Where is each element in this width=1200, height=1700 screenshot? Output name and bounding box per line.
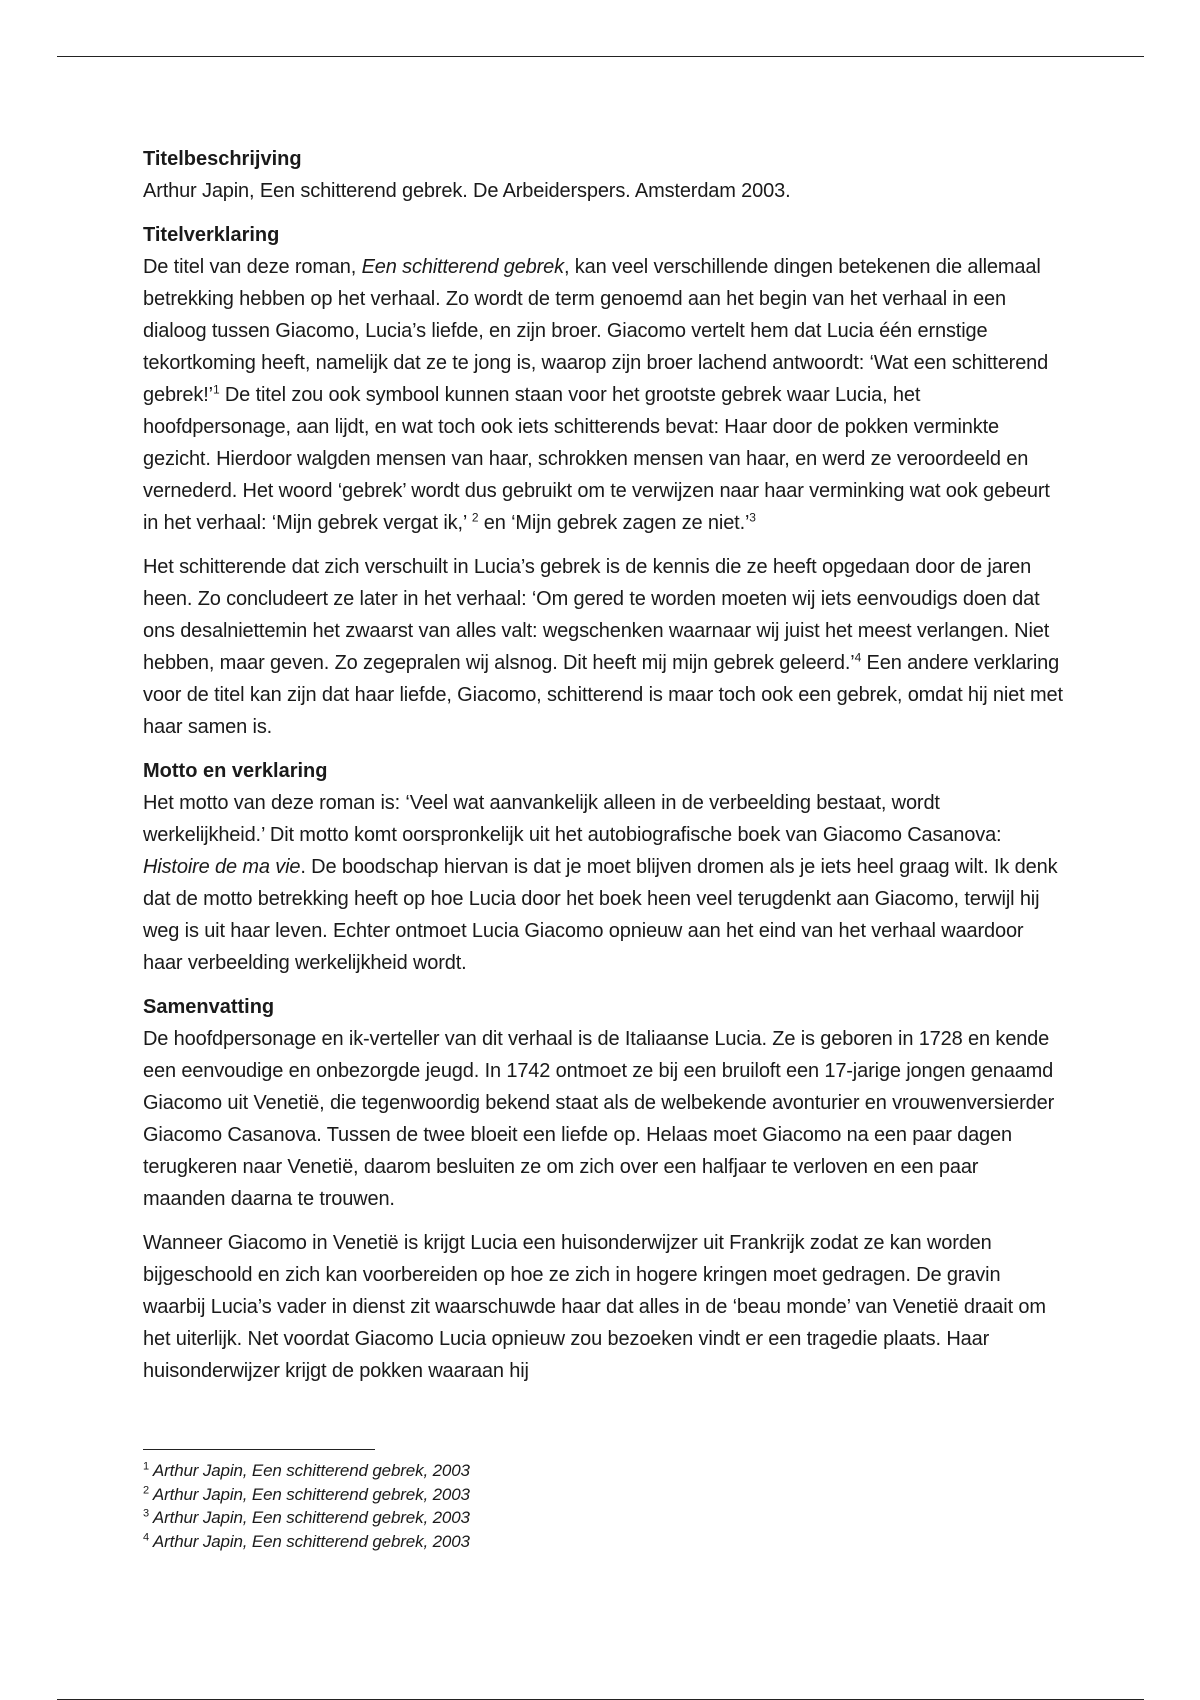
- section-heading: Titelverklaring: [143, 224, 280, 246]
- footnote: $^1$ Arthur Japin, Een schitterend gebrek, 2003: [143, 1460, 470, 1480]
- document-body: [143, 143, 1063, 1387]
- paragraph: Arthur Japin, Een schitterend gebrek. De Arbeiderspers. Amsterdam 2003.: [143, 180, 791, 202]
- footnote-ref: 2: [471, 510, 479, 525]
- paragraph: Het motto van deze roman is: ‘Veel wat aanvankelijk alleen in de verbeelding bestaat, wordt werkelijkheid.’ Dit motto komt oorspronkelijk uit het autobiografische boek van Giacomo Casanova: Histoire de ma vie. De boodschap hiervan is dat je moet blijven dromen als je iets heel graag wilt. Ik denk dat de motto betrekking heeft op hoe Lucia door het boek heen veel terugdenkt aan Giacomo, terwijl hij weg is uit haar leven. Echter ontmoet Lucia Giacomo opnieuw aan het eind van het verhaal waardoor haar verbeelding werkelijkheid wordt.: [143, 792, 1058, 974]
- paragraph: De hoofdpersonage en ik-verteller van dit verhaal is de Italiaanse Lucia. Ze is geboren in 1728 en kende een eenvoudige en onbezorgde jeugd. In 1742 ontmoet ze bij een bruiloft een 17-jarige jongen genaamd Giacomo uit Venetië, die tegenwoordig bekend staat als de welbekende avonturier en vrouwenversierder Giacomo Casanova. Tussen de twee bloeit een liefde op. Helaas moet Giacomo na een paar dagen terugkeren naar Venetië, daarom besluiten ze om zich over een halfjaar te verloven en een paar maanden daarna te trouwen.: [143, 1028, 1055, 1210]
- footnote-separator: [143, 1449, 375, 1450]
- footnote-ref: 1: [212, 382, 220, 397]
- section-heading: Motto en verklaring: [143, 760, 328, 782]
- section-titelbeschrijving: [143, 143, 1063, 207]
- book-title-italic: Een schitterend gebrek: [361, 256, 564, 278]
- section-heading: Titelbeschrijving: [143, 148, 302, 170]
- paragraph: Wanneer Giacomo in Venetië is krijgt Lucia een huisonderwijzer uit Frankrijk zodat ze kan worden bijgeschoold en zich kan voorbereiden op hoe ze zich in hogere kringen moet gedragen. De gravin waarbij Lucia’s vader in dienst zit waarschuwde haar dat alles in de ‘beau monde’ van Venetië draait om het uiterlijk. Net voordat Giacomo Lucia opnieuw zou bezoeken vindt er een tragedie plaats. Haar huisonderwijzer krijgt de pokken waaraan hij: [143, 1232, 1046, 1382]
- footnote: $^3$ Arthur Japin, Een schitterend gebrek, 2003: [143, 1507, 470, 1527]
- section-samenvatting: [143, 991, 1063, 1387]
- section-heading: Samenvatting: [143, 996, 275, 1018]
- header-rule: [57, 56, 1144, 57]
- footnotes: [143, 1459, 743, 1553]
- section-motto: [143, 755, 1063, 979]
- footnote-ref: 3: [749, 510, 756, 525]
- section-titelverklaring: [143, 219, 1063, 743]
- paragraph: De titel van deze roman, Een schitterend gebrek, kan veel verschillende dingen betekenen die allemaal betrekking hebben op het verhaal. Zo wordt de term genoemd aan het begin van het verhaal in een dialoog tussen Giacomo, Lucia’s liefde, en zijn broer. Giacomo vertelt hem dat Lucia één ernstige tekortkoming heeft, namelijk dat ze te jong is, waarop zijn broer lachend antwoordt: ‘Wat een schitterend gebrek!’$^1$ De titel zou ook symbool kunnen staan voor het grootste gebrek waar Lucia, het hoofdpersonage, aan lijdt, en wat toch ook iets schitterends bevat: Haar door de pokken verminkte gezicht. Hierdoor walgden mensen van haar, schrokken mensen van haar, en werd ze veroordeeld en vernederd. Het woord ‘gebrek’ wordt dus gebruikt om te verwijzen naar haar verminking wat ook gebeurt in het verhaal: ‘Mijn gebrek vergat ik,’ $^2$ en ‘Mijn gebrek zagen ze niet.’$^3$: [143, 256, 1050, 534]
- footnote-ref: 4: [854, 650, 862, 665]
- book-title-italic: Histoire de ma vie: [143, 856, 301, 878]
- paragraph: Het schitterende dat zich verschuilt in Lucia’s gebrek is de kennis die ze heeft opgedaan door de jaren heen. Zo concludeert ze later in het verhaal: ‘Om gered te worden moeten wij iets eenvoudigs doen dat ons desalniettemin het zwaarst van alles valt: wegschenken waarnaar wij juist het meest verlangen. Niet hebben, maar geven. Zo zegepralen wij alsnog. Dit heeft mij mijn gebrek geleerd.’$^4$ Een andere verklaring voor de titel kan zijn dat haar liefde, Giacomo, schitterend is maar toch ook een gebrek, omdat hij niet met haar samen is.: [143, 556, 1063, 738]
- footnote: $^2$ Arthur Japin, Een schitterend gebrek, 2003: [143, 1483, 470, 1504]
- footnote: $^4$ Arthur Japin, Een schitterend gebrek, 2003: [143, 1530, 470, 1551]
